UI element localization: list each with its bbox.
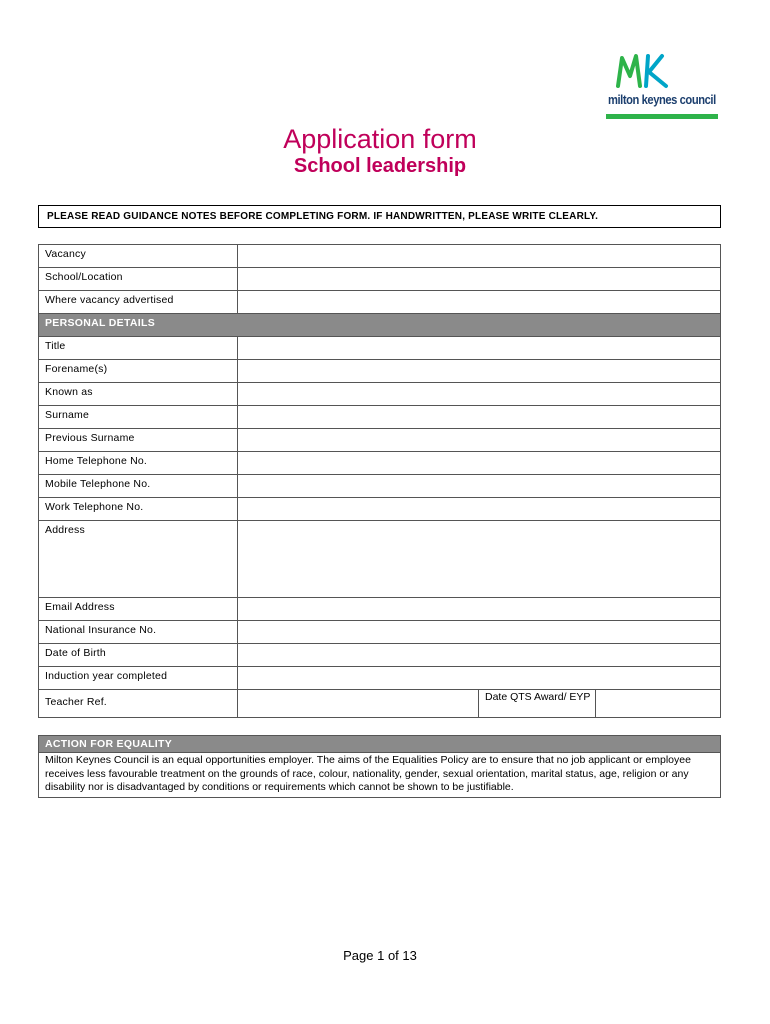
equality-statement (38, 735, 721, 798)
title-input[interactable] (238, 337, 720, 359)
teacher-ref-input[interactable] (238, 690, 479, 717)
form-row-home-telephone (39, 452, 720, 475)
qts-date-input[interactable] (596, 690, 720, 717)
form-row-induction-year (39, 667, 720, 690)
home-telephone-input[interactable] (238, 452, 720, 474)
section-header-personal-details: PERSONAL DETAILS (39, 314, 720, 337)
form-row-vacancy-advertised (39, 291, 720, 314)
field-label: National Insurance No. (39, 621, 238, 643)
field-label: Work Telephone No. (39, 498, 238, 520)
form-row-forenames (39, 360, 720, 383)
address-input[interactable] (238, 521, 720, 597)
form-row-known-as (39, 383, 720, 406)
equality-text: Milton Keynes Council is an equal opportunities employer. The aims of the Equalities Policy are to ensure that no job applicant or employee receives less favourable treatment on the grounds of race, colour, nationality, gender, sexual orientation, marital status, age, religion or any disability nor is disadvantaged by conditions or requirements which cannot be shown to be justifiable. (45, 754, 691, 793)
field-label: School/Location (39, 268, 238, 290)
school-location-input[interactable] (238, 268, 720, 290)
vacancy-advertised-input[interactable] (238, 291, 720, 313)
date-of-birth-input[interactable] (238, 644, 720, 666)
form-row-work-telephone (39, 498, 720, 521)
form-row-email (39, 598, 720, 621)
logo-bar (606, 114, 718, 119)
page-title: Application form (283, 124, 477, 154)
guidance-notice: PLEASE READ GUIDANCE NOTES BEFORE COMPLETING FORM. IF HANDWRITTEN, PLEASE WRITE CLEARLY. (38, 205, 721, 228)
field-label: Surname (39, 406, 238, 428)
field-label: Address (39, 521, 238, 597)
forenames-input[interactable] (238, 360, 720, 382)
form-row-mobile-telephone (39, 475, 720, 498)
form-row-previous-surname (39, 429, 720, 452)
section-header-equality: ACTION FOR EQUALITY (39, 736, 720, 753)
form-row-vacancy (39, 245, 720, 268)
form-row-national-insurance (39, 621, 720, 644)
national-insurance-input[interactable] (238, 621, 720, 643)
vacancy-input[interactable] (238, 245, 720, 267)
form-row-title (39, 337, 720, 360)
field-label: Mobile Telephone No. (39, 475, 238, 497)
field-label: Where vacancy advertised (39, 291, 238, 313)
form-row-teacher-ref (39, 690, 720, 718)
field-label: Home Telephone No. (39, 452, 238, 474)
field-label: Vacancy (39, 245, 238, 267)
field-label: Date QTS Award/ EYP (479, 690, 596, 717)
field-label: Teacher Ref. (39, 690, 238, 717)
previous-surname-input[interactable] (238, 429, 720, 451)
form-row-school-location (39, 268, 720, 291)
field-label: Forename(s) (39, 360, 238, 382)
email-input[interactable] (238, 598, 720, 620)
field-label: Induction year completed (39, 667, 238, 689)
form-row-surname (39, 406, 720, 429)
page-subtitle: School leadership (293, 155, 467, 177)
page-number: Page 1 of 13 (343, 948, 417, 963)
known-as-input[interactable] (238, 383, 720, 405)
work-telephone-input[interactable] (238, 498, 720, 520)
logo-text: milton keynes council (608, 92, 716, 107)
mk-logo-icon (614, 52, 674, 90)
council-logo (606, 52, 718, 124)
field-label: Date of Birth (39, 644, 238, 666)
application-form-table (38, 244, 721, 718)
surname-input[interactable] (238, 406, 720, 428)
induction-year-input[interactable] (238, 667, 720, 689)
field-label: Known as (39, 383, 238, 405)
field-label: Previous Surname (39, 429, 238, 451)
form-row-date-of-birth (39, 644, 720, 667)
field-label: Title (39, 337, 238, 359)
form-row-address (39, 521, 720, 598)
mobile-telephone-input[interactable] (238, 475, 720, 497)
field-label: Email Address (39, 598, 238, 620)
